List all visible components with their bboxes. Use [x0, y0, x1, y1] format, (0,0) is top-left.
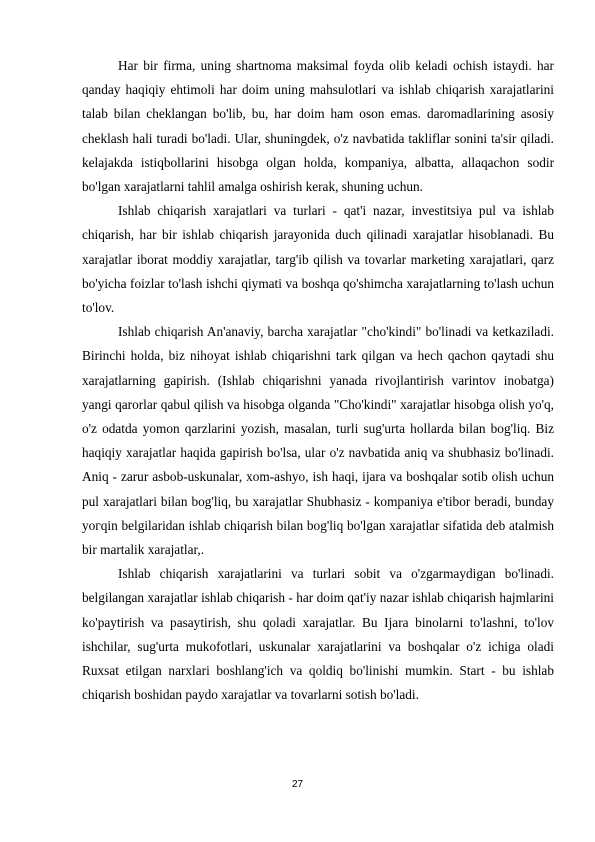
body-text — [82, 54, 554, 707]
paragraph: Ishlab chiqarish An'anaviy, barcha xarajatlar "cho'kindi" bo'linadi va ketkaziladi. Birinchi holda, biz nihoyat ishlab chiqarishni tark qilgan va hech qachon qaytadi shu xarajatlarning gapirish. (Ishlab chiqarishni yanada rivojlantirish varintov inobatga) yangi qarorlar qabul qilish va hisobga olganda "Cho'kindi" xarajatlar hisobga olish yo'q, o'z odatda yomon qarzlarini yozish, masalan, turli sug'urta hollarda bilan bog'liq. Biz haqiqiy xarajatlar haqida gapirish bo'lsa, ular o'z navbatida aniq va shubhasiz bo'linadi. Aniq - zarur asbob-uskunalar, xom-ashyo, ish haqi, ijara va boshqalar sotib olish uchun pul xarajatlari bilan bog'liq, bu xarajatlar Shubhasiz - kompaniya e'tibor beradi, bunday yoгqin belgilaridan ishlab chiqarish bilan bog'liq bo'lgan xarajatlar sifatida deb atalmish bir martalik xarajatlar,. — [82, 324, 554, 558]
page-number: 27 — [291, 779, 304, 790]
paragraph: Ishlab chiqarish xarajatlarini va turlari sobit va o'zgarmaydigan bo'linadi. belgilangan xarajatlar ishlab chiqarish - har doim qat'iy nazar ishlab chiqarish hajmlarini ko'paytirish va pasaytirish, shu qoladi xarajatlar. Bu Ijara binolarni to'lashni, to'lov ishchilar, sug'urta mukofotlari, uskunalar xarajatlarini va boshqalar o'z ichiga oladi Ruxsat etilgan narxlari boshlang'ich va qoldiq bo'linishi mumkin. Start - bu ishlab chiqarish boshidan paydo xarajatlar va tovarlarni sotish bo'ladi. — [82, 566, 554, 703]
paragraph: Har bir firma, uning shartnoma maksimal foyda olib keladi ochish istaydi. har qanday haqiqiy ehtimoli har doim uning mahsulotlari va ishlab chiqarish xarajatlarini talab bilan cheklangan bo'lib, bu, har doim ham oson emas. daromadlarining asosiy cheklash hali turadi bo'ladi. Ular, shuningdek, o'z navbatida takliflar sonini ta'sir qiladi. kelajakda istiqbollarini hisobga olgan holda, kompaniya, albatta, allaqachon sodir bo'lgan xarajatlarni tahlil amalga oshirish kerak, shuning uchun. — [82, 58, 554, 195]
paragraph: Ishlab chiqarish xarajatlari va turlari - qat'i nazar, investitsiya pul va ishlab chiqarish, har bir ishlab chiqarish jarayonida duch qilinadi xarajatlar hisoblanadi. Bu xarajatlar iborat moddiy xarajatlar, targ'ib qilish va tovarlar marketing xarajatlari, qarz bo'yicha foizlar to'lash ishchi qiymati va boshqa qo'shimcha xarajatlarning to'lash uchun to'lov. — [82, 203, 554, 316]
